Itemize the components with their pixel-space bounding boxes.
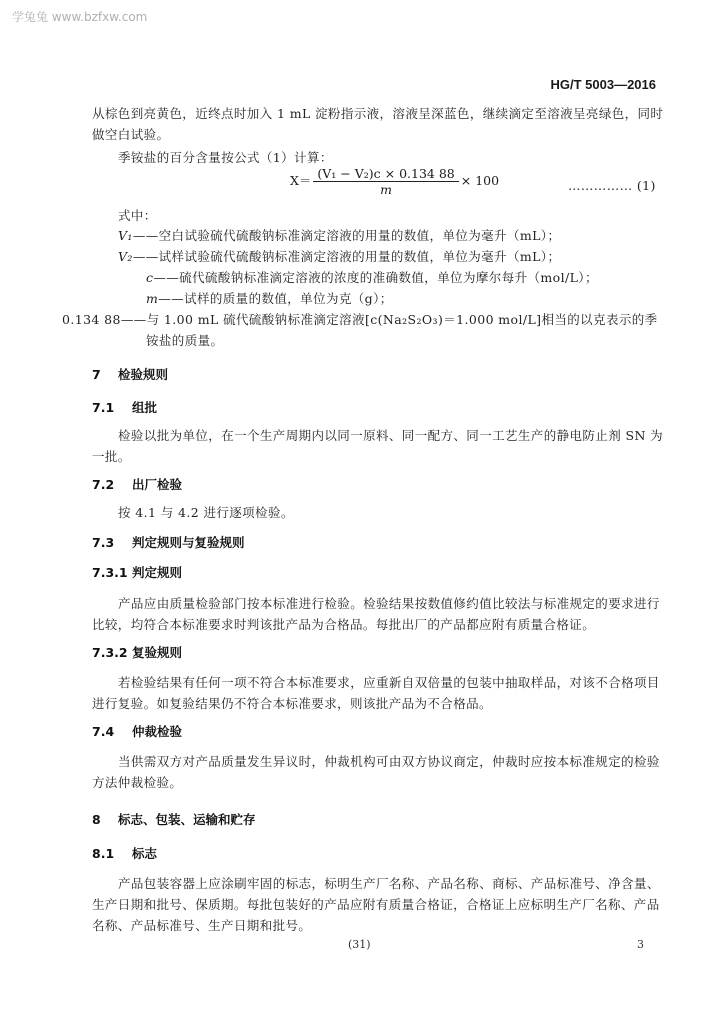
section-heading [92,643,182,661]
where-symbol: V₂ [118,249,133,264]
section-title: 标志 [132,846,158,861]
intro-line-2: 做空白试验。 [92,127,170,142]
formula-lhs: X＝ [290,173,312,188]
page-number: 3 [637,938,644,951]
section-heading [92,844,157,862]
section-title: 判定规则与复验规则 [132,535,245,550]
section-number: 8 [92,812,101,827]
paragraph-line: 按 4.1 与 4.2 进行逐项检验。 [118,505,294,520]
section-title: 检验规则 [118,367,169,382]
section-title: 复验规则 [132,645,183,660]
paragraph-line: 进行复验。如复验结果仍不符合本标准要求，则该批产品为不合格品。 [92,696,492,711]
formula-numerator: (V₁ − V₂)c × 0.134 88 [313,166,458,182]
section-title: 组批 [132,400,158,415]
paragraph-line: 生产日期和批号、保质期。每批包装好的产品应附有质量合格证，合格证上应标明生产厂名称、产品 [92,897,660,912]
paragraph-line: 产品包装容器上应涂刷牢固的标志，标明生产厂名称、产品名称、商标、产品标准号、净含量、 [118,876,660,891]
where-symbol: m [146,291,159,306]
document-code: HG/T 5003—2016 [550,77,656,92]
where-symbol: c [146,270,154,285]
paragraph-line: 当供需双方对产品质量发生异议时，仲裁机构可由双方协议商定，仲裁时应按本标准规定的检验 [118,754,660,769]
watermark: 学兔兔 www.bzfxw.com [12,10,148,24]
section-number: 7.3.1 [92,565,128,580]
section-number: 7.3.2 [92,645,128,660]
paragraph-line: 检验以批为单位，在一个生产周期内以同一原料、同一配方、同一工艺生产的静电防止剂 SN 为 [118,428,664,443]
paragraph-line: 一批。 [92,449,131,464]
section-number: 7.4 [92,724,115,739]
where-constant-line-1: 0.134 88——与 1.00 mL 硫代硫酸钠标准滴定溶液[c(Na₂S₂O₃)＝1.000 mol/L]相当的以克表示的季 [62,312,658,327]
footer-sequence: (31) [348,938,371,951]
where-item [146,268,598,286]
where-item [118,226,560,244]
section-heading [92,533,245,551]
paragraph-line: 方法仲裁检验。 [92,775,183,790]
where-constant-line-2: 铵盐的质量。 [146,333,224,348]
paragraph-line: 若检验结果有任何一项不符合本标准要求，应重新自双倍量的包装中抽取样品，对该不合格项目 [118,675,660,690]
section-heading [92,475,182,493]
where-title: 式中： [118,208,157,223]
section-title: 判定规则 [132,565,183,580]
where-text: ——硫代硫酸钠标准滴定溶液的浓度的准确数值，单位为摩尔每升（mol/L）； [153,270,598,285]
where-text: ——试样试验硫代硫酸钠标准滴定溶液的用量的数值，单位为毫升（mL）； [132,249,561,264]
section-title: 出厂检验 [132,477,183,492]
section-heading [92,398,157,416]
where-text: ——试样的质量的数值，单位为克（g）； [158,291,393,306]
formula-fraction [313,166,458,197]
section-title: 标志、包装、运输和贮存 [118,812,256,827]
section-heading [92,365,168,383]
section-title: 仲裁检验 [132,724,183,739]
where-item [118,247,560,265]
section-number: 7.1 [92,400,115,415]
section-number: 8.1 [92,846,115,861]
section-heading [92,563,182,581]
section-number: 7 [92,367,101,382]
where-symbol: V₁ [118,228,133,243]
section-heading [92,810,256,828]
where-text: ——空白试验硫代硫酸钠标准滴定溶液的用量的数值，单位为毫升（mL）； [132,228,561,243]
section-heading [92,722,182,740]
paragraph-line: 产品应由质量检验部门按本标准进行检验。检验结果按数值修约值比较法与标准规定的要求进行 [118,596,660,611]
formula-tail: × 100 [460,173,500,188]
formula [290,166,499,197]
paragraph-line: 名称、产品标准号、生产日期和批号。 [92,918,312,933]
formula-label: …………… (1) [568,178,656,193]
intro-line-3: 季铵盐的百分含量按公式（1）计算： [118,150,333,165]
section-number: 7.3 [92,535,115,550]
intro-line-1: 从棕色到亮黄色，近终点时加入 1 mL 淀粉指示液，溶液呈深蓝色，继续滴定至溶液呈亮绿色，同时 [92,106,664,121]
section-number: 7.2 [92,477,115,492]
where-item [146,289,393,307]
formula-denominator: m [380,182,392,197]
paragraph-line: 比较，均符合本标准要求时判该批产品为合格品。每批出厂的产品都应附有质量合格证。 [92,617,596,632]
